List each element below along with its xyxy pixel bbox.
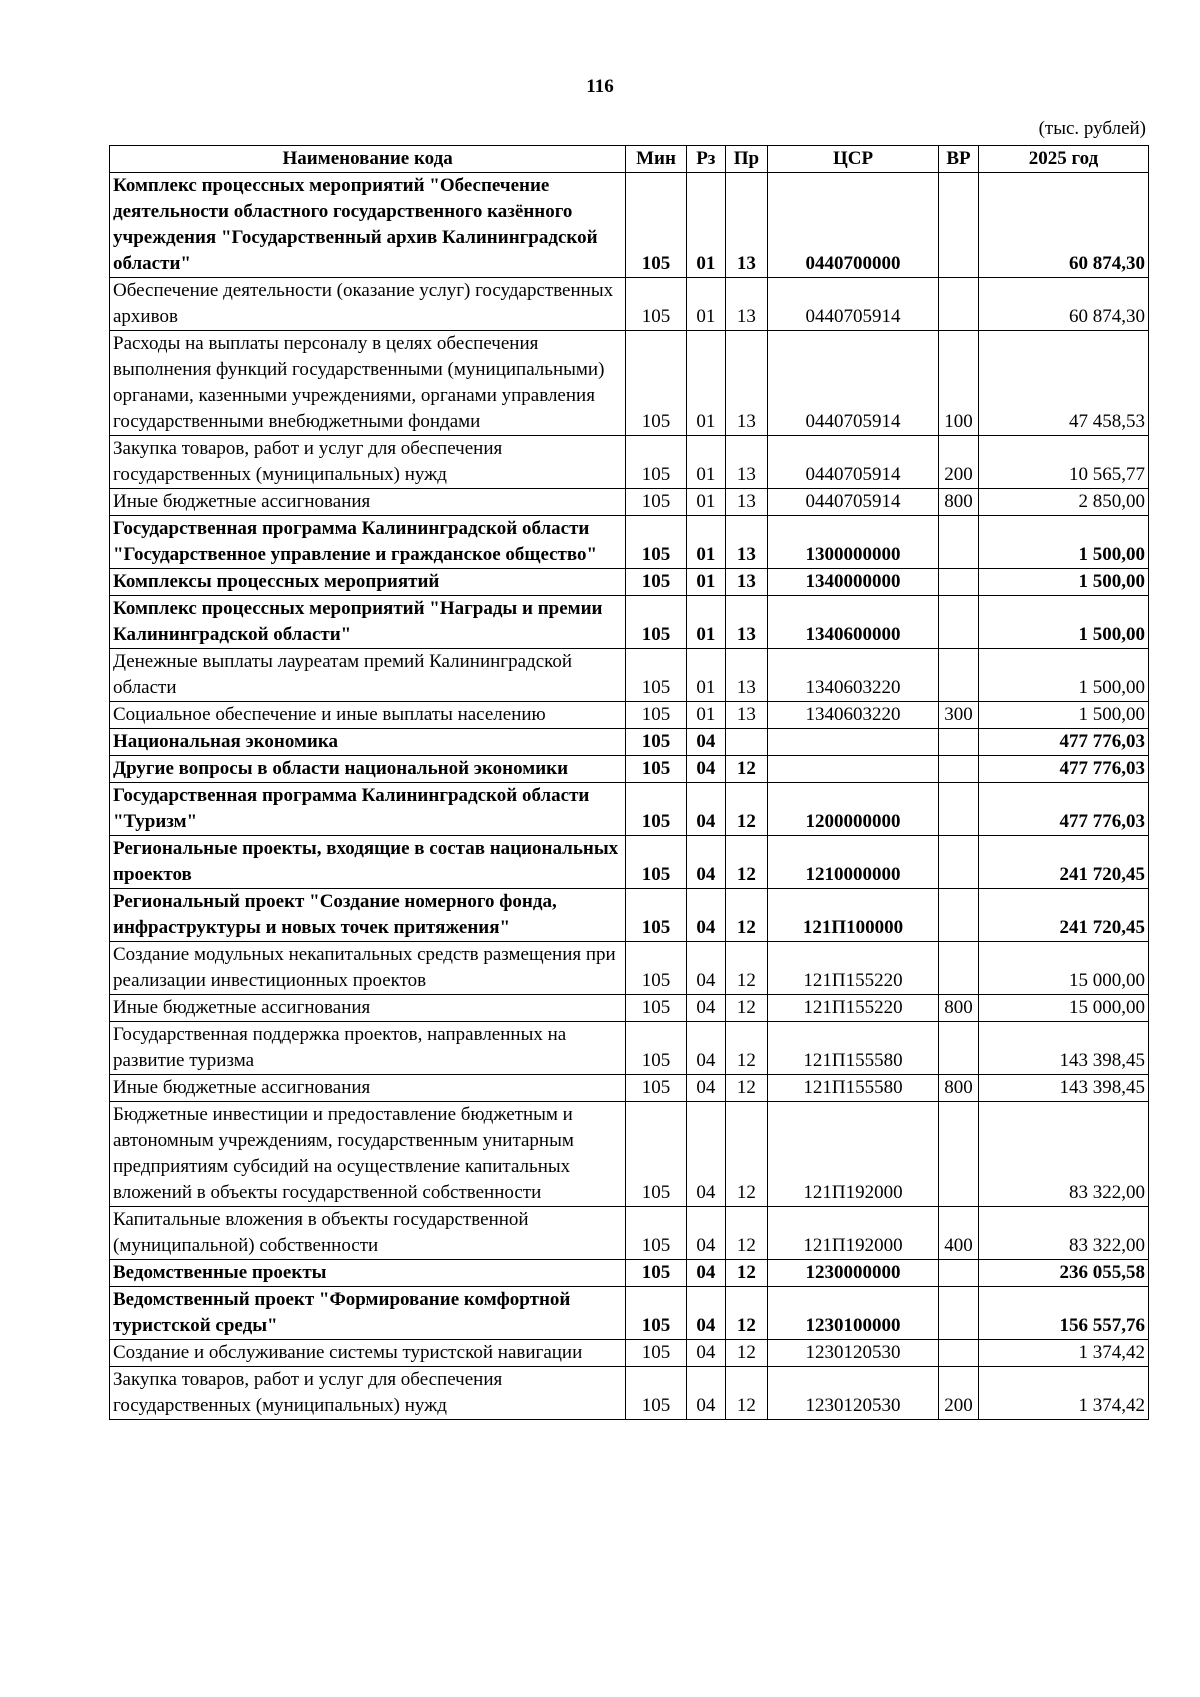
cell-pr: 12 (725, 1367, 767, 1420)
cell-pr: 12 (725, 942, 767, 995)
cell-amount: 10 565,77 (979, 436, 1149, 489)
cell-min: 105 (626, 783, 687, 836)
cell-rz: 04 (686, 756, 725, 783)
cell-rz: 01 (686, 516, 725, 569)
cell-rz: 04 (686, 889, 725, 942)
table-row (110, 783, 1149, 836)
cell-csr: 1230100000 (768, 1287, 939, 1340)
cell-vr: 800 (939, 1075, 979, 1102)
table-row (110, 889, 1149, 942)
cell-rz: 01 (686, 331, 725, 436)
table-row (110, 569, 1149, 596)
cell-csr: 0440705914 (768, 331, 939, 436)
table-row (110, 649, 1149, 702)
cell-min: 105 (626, 1022, 687, 1075)
cell-vr (939, 278, 979, 331)
cell-min: 105 (626, 1260, 687, 1287)
cell-pr: 12 (725, 1207, 767, 1260)
cell-vr: 300 (939, 702, 979, 729)
cell-name: Национальная экономика (110, 729, 626, 756)
header-rz: Рз (686, 146, 725, 173)
cell-vr (939, 569, 979, 596)
table-row (110, 1367, 1149, 1420)
cell-min: 105 (626, 569, 687, 596)
cell-min: 105 (626, 649, 687, 702)
cell-vr (939, 1102, 979, 1207)
cell-vr (939, 1340, 979, 1367)
table-row (110, 836, 1149, 889)
cell-name: Государственная программа Калининградской области "Государственное управление и гражданское общество" (110, 516, 626, 569)
cell-rz: 04 (686, 1367, 725, 1420)
cell-vr (939, 756, 979, 783)
cell-csr: 1300000000 (768, 516, 939, 569)
cell-pr: 13 (725, 702, 767, 729)
cell-amount: 143 398,45 (979, 1075, 1149, 1102)
cell-pr: 13 (725, 569, 767, 596)
cell-min: 105 (626, 995, 687, 1022)
cell-pr: 13 (725, 596, 767, 649)
table-row (110, 173, 1149, 278)
cell-amount: 241 720,45 (979, 836, 1149, 889)
cell-vr (939, 729, 979, 756)
cell-rz: 04 (686, 1340, 725, 1367)
cell-rz: 04 (686, 1207, 725, 1260)
cell-vr: 400 (939, 1207, 979, 1260)
cell-min: 105 (626, 1287, 687, 1340)
table-row (110, 489, 1149, 516)
table-row (110, 436, 1149, 489)
cell-min: 105 (626, 331, 687, 436)
cell-rz: 01 (686, 489, 725, 516)
cell-vr (939, 942, 979, 995)
cell-min: 105 (626, 1075, 687, 1102)
cell-vr (939, 173, 979, 278)
cell-amount: 1 500,00 (979, 702, 1149, 729)
cell-name: Иные бюджетные ассигнования (110, 489, 626, 516)
table-row (110, 1260, 1149, 1287)
cell-csr: 121П192000 (768, 1207, 939, 1260)
table-row (110, 516, 1149, 569)
cell-rz: 04 (686, 729, 725, 756)
cell-name: Ведомственный проект "Формирование комфортной туристской среды" (110, 1287, 626, 1340)
cell-amount: 236 055,58 (979, 1260, 1149, 1287)
cell-csr: 0440705914 (768, 278, 939, 331)
cell-name: Расходы на выплаты персоналу в целях обеспечения выполнения функций государственными (муниципальными) органами, казенными учреждениями, органами управления государственными внебюджетными фондами (110, 331, 626, 436)
cell-csr (768, 756, 939, 783)
cell-rz: 01 (686, 596, 725, 649)
cell-amount: 1 500,00 (979, 569, 1149, 596)
cell-amount: 1 500,00 (979, 649, 1149, 702)
cell-name: Государственная поддержка проектов, направленных на развитие туризма (110, 1022, 626, 1075)
cell-pr: 12 (725, 1260, 767, 1287)
table-row (110, 1287, 1149, 1340)
cell-rz: 04 (686, 942, 725, 995)
table-row (110, 756, 1149, 783)
cell-rz: 01 (686, 569, 725, 596)
cell-rz: 04 (686, 836, 725, 889)
cell-pr: 12 (725, 1287, 767, 1340)
cell-vr (939, 649, 979, 702)
cell-csr (768, 729, 939, 756)
cell-vr: 200 (939, 436, 979, 489)
cell-min: 105 (626, 1367, 687, 1420)
cell-csr: 121П155220 (768, 995, 939, 1022)
cell-csr: 121П155220 (768, 942, 939, 995)
header-min: Мин (626, 146, 687, 173)
cell-vr (939, 1260, 979, 1287)
cell-pr (725, 729, 767, 756)
cell-name: Комплекс процессных мероприятий "Награды и премии Калининградской области" (110, 596, 626, 649)
cell-amount: 15 000,00 (979, 995, 1149, 1022)
table-header-row (110, 146, 1149, 173)
cell-rz: 04 (686, 1075, 725, 1102)
cell-amount: 477 776,03 (979, 783, 1149, 836)
table-row (110, 702, 1149, 729)
cell-rz: 01 (686, 702, 725, 729)
cell-amount: 1 374,42 (979, 1340, 1149, 1367)
cell-min: 105 (626, 516, 687, 569)
table-row (110, 942, 1149, 995)
cell-csr: 0440700000 (768, 173, 939, 278)
cell-name: Иные бюджетные ассигнования (110, 1075, 626, 1102)
cell-name: Закупка товаров, работ и услуг для обеспечения государственных (муниципальных) нужд (110, 1367, 626, 1420)
table-row (110, 331, 1149, 436)
cell-name: Обеспечение деятельности (оказание услуг) государственных архивов (110, 278, 626, 331)
cell-rz: 04 (686, 783, 725, 836)
cell-name: Иные бюджетные ассигнования (110, 995, 626, 1022)
cell-vr (939, 1287, 979, 1340)
cell-min: 105 (626, 702, 687, 729)
cell-amount: 477 776,03 (979, 756, 1149, 783)
table-row (110, 596, 1149, 649)
cell-vr (939, 889, 979, 942)
cell-name: Региональный проект "Создание номерного фонда, инфраструктуры и новых точек притяжения" (110, 889, 626, 942)
cell-pr: 13 (725, 516, 767, 569)
cell-min: 105 (626, 836, 687, 889)
cell-name: Денежные выплаты лауреатам премий Калининградской области (110, 649, 626, 702)
cell-vr (939, 783, 979, 836)
cell-min: 105 (626, 596, 687, 649)
units-label: (тыс. рублей) (1038, 118, 1146, 139)
cell-rz: 04 (686, 1102, 725, 1207)
cell-pr: 13 (725, 278, 767, 331)
cell-rz: 04 (686, 1022, 725, 1075)
cell-csr: 1340603220 (768, 702, 939, 729)
cell-csr: 121П100000 (768, 889, 939, 942)
cell-amount: 143 398,45 (979, 1022, 1149, 1075)
cell-csr: 1230000000 (768, 1260, 939, 1287)
cell-pr: 13 (725, 649, 767, 702)
cell-amount: 15 000,00 (979, 942, 1149, 995)
cell-amount: 83 322,00 (979, 1207, 1149, 1260)
cell-rz: 01 (686, 278, 725, 331)
cell-pr: 12 (725, 1022, 767, 1075)
table-row (110, 729, 1149, 756)
cell-csr: 1340600000 (768, 596, 939, 649)
cell-amount: 156 557,76 (979, 1287, 1149, 1340)
cell-amount: 477 776,03 (979, 729, 1149, 756)
cell-amount: 2 850,00 (979, 489, 1149, 516)
table-row (110, 278, 1149, 331)
cell-csr: 1230120530 (768, 1367, 939, 1420)
cell-csr: 121П192000 (768, 1102, 939, 1207)
header-name: Наименование кода (110, 146, 626, 173)
cell-pr: 12 (725, 995, 767, 1022)
cell-name: Капитальные вложения в объекты государственной (муниципальной) собственности (110, 1207, 626, 1260)
cell-vr: 800 (939, 995, 979, 1022)
cell-rz: 04 (686, 1260, 725, 1287)
cell-vr (939, 596, 979, 649)
cell-name: Государственная программа Калининградской области "Туризм" (110, 783, 626, 836)
cell-csr: 1210000000 (768, 836, 939, 889)
cell-vr: 800 (939, 489, 979, 516)
cell-csr: 1340603220 (768, 649, 939, 702)
cell-min: 105 (626, 756, 687, 783)
cell-pr: 12 (725, 889, 767, 942)
cell-name: Другие вопросы в области национальной экономики (110, 756, 626, 783)
cell-min: 105 (626, 278, 687, 331)
cell-min: 105 (626, 173, 687, 278)
cell-name: Создание и обслуживание системы туристской навигации (110, 1340, 626, 1367)
cell-pr: 12 (725, 783, 767, 836)
cell-rz: 01 (686, 649, 725, 702)
table-row (110, 1075, 1149, 1102)
cell-min: 105 (626, 729, 687, 756)
cell-amount: 83 322,00 (979, 1102, 1149, 1207)
table-row (110, 1207, 1149, 1260)
cell-vr (939, 516, 979, 569)
cell-csr: 1200000000 (768, 783, 939, 836)
cell-csr: 121П155580 (768, 1075, 939, 1102)
page-number: 116 (586, 76, 614, 97)
cell-amount: 60 874,30 (979, 278, 1149, 331)
cell-pr: 12 (725, 1340, 767, 1367)
cell-name: Социальное обеспечение и иные выплаты населению (110, 702, 626, 729)
cell-pr: 12 (725, 756, 767, 783)
cell-rz: 04 (686, 1287, 725, 1340)
cell-csr: 121П155580 (768, 1022, 939, 1075)
cell-amount: 1 500,00 (979, 596, 1149, 649)
header-pr: Пр (725, 146, 767, 173)
cell-pr: 13 (725, 489, 767, 516)
cell-amount: 60 874,30 (979, 173, 1149, 278)
cell-csr: 0440705914 (768, 436, 939, 489)
cell-min: 105 (626, 436, 687, 489)
cell-vr: 100 (939, 331, 979, 436)
cell-pr: 12 (725, 1075, 767, 1102)
cell-min: 105 (626, 1102, 687, 1207)
cell-name: Комплексы процессных мероприятий (110, 569, 626, 596)
cell-rz: 01 (686, 173, 725, 278)
cell-min: 105 (626, 489, 687, 516)
table-row (110, 995, 1149, 1022)
cell-rz: 01 (686, 436, 725, 489)
table-row (110, 1102, 1149, 1207)
cell-min: 105 (626, 1340, 687, 1367)
cell-name: Ведомственные проекты (110, 1260, 626, 1287)
cell-csr: 1230120530 (768, 1340, 939, 1367)
cell-name: Закупка товаров, работ и услуг для обеспечения государственных (муниципальных) нужд (110, 436, 626, 489)
cell-name: Региональные проекты, входящие в состав национальных проектов (110, 836, 626, 889)
cell-csr: 1340000000 (768, 569, 939, 596)
cell-pr: 13 (725, 436, 767, 489)
cell-pr: 12 (725, 836, 767, 889)
budget-table (109, 145, 1149, 1420)
cell-pr: 13 (725, 173, 767, 278)
header-vr: ВР (939, 146, 979, 173)
cell-pr: 12 (725, 1102, 767, 1207)
cell-min: 105 (626, 889, 687, 942)
cell-min: 105 (626, 1207, 687, 1260)
cell-amount: 47 458,53 (979, 331, 1149, 436)
cell-amount: 241 720,45 (979, 889, 1149, 942)
cell-rz: 04 (686, 995, 725, 1022)
cell-name: Комплекс процессных мероприятий "Обеспечение деятельности областного государственного казённого учреждения "Государственный архив Калининградской области" (110, 173, 626, 278)
cell-vr (939, 1022, 979, 1075)
cell-csr: 0440705914 (768, 489, 939, 516)
header-year: 2025 год (979, 146, 1149, 173)
cell-amount: 1 500,00 (979, 516, 1149, 569)
cell-amount: 1 374,42 (979, 1367, 1149, 1420)
table-body (110, 173, 1149, 1420)
cell-name: Создание модульных некапитальных средств размещения при реализации инвестиционных проектов (110, 942, 626, 995)
cell-pr: 13 (725, 331, 767, 436)
cell-vr (939, 836, 979, 889)
cell-vr: 200 (939, 1367, 979, 1420)
table-row (110, 1340, 1149, 1367)
cell-name: Бюджетные инвестиции и предоставление бюджетным и автономным учреждениям, государственным унитарным предприятиям субсидий на осуществление капитальных вложений в объекты государственной собственности (110, 1102, 626, 1207)
table-row (110, 1022, 1149, 1075)
cell-min: 105 (626, 942, 687, 995)
header-csr: ЦСР (768, 146, 939, 173)
